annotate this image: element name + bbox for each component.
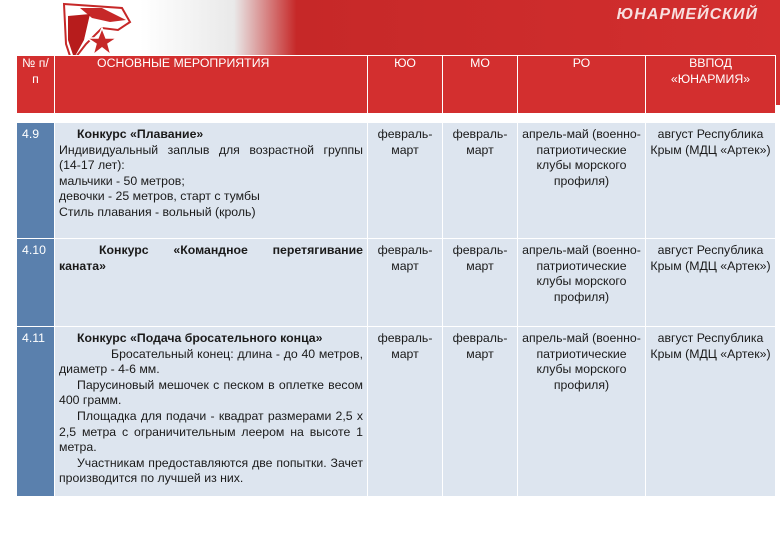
table-row xyxy=(17,239,776,327)
vvpod-period: август Республика Крым (МДЦ «Артек») xyxy=(646,123,776,239)
ro-period: апрель-май (военно-патриотические клубы морского профиля) xyxy=(518,327,646,497)
event-line: Стиль плавания - вольный (кроль) xyxy=(59,204,256,219)
row-number: 4.9 xyxy=(17,123,55,239)
event-title: Конкурс «Подача бросательного конца» xyxy=(77,331,323,345)
event-line: мальчики - 50 метров; xyxy=(59,173,185,188)
vvpod-period: август Республика Крым (МДЦ «Артек») xyxy=(646,327,776,497)
event-line: Площадка для подачи - квадрат размерами 2,5 х 2,5 метра с ограничительным леером на высоте 1 метра. xyxy=(59,408,363,455)
header-uo: ЮО xyxy=(368,56,443,114)
event-description xyxy=(55,123,368,239)
event-line: Бросательный конец: длина - до 40 метров, диаметр - 4-6 мм. xyxy=(59,346,363,377)
event-description xyxy=(55,239,368,327)
event-line: Индивидуальный заплыв для возрастной группы (14-17 лет): xyxy=(59,142,363,173)
uo-period: февраль-март xyxy=(368,123,443,239)
table-row xyxy=(17,123,776,239)
mo-period: февраль-март xyxy=(443,327,518,497)
header-ro: РО xyxy=(518,56,646,114)
events-table xyxy=(16,55,776,497)
row-number: 4.10 xyxy=(17,239,55,327)
event-title: Конкурс «Командное перетягивание каната» xyxy=(59,243,363,273)
ro-period: апрель-май (военно-патриотические клубы морского профиля) xyxy=(518,239,646,327)
brand-title: ЮНАРМЕЙСКИЙ xyxy=(616,6,758,23)
uo-period: февраль-март xyxy=(368,239,443,327)
ro-period: апрель-май (военно-патриотические клубы морского профиля) xyxy=(518,123,646,239)
table-header-row xyxy=(17,56,776,114)
row-number: 4.11 xyxy=(17,327,55,497)
table-row xyxy=(17,327,776,497)
mo-period: февраль-март xyxy=(443,123,518,239)
event-line: Парусиновый мешочек с песком в оплетке весом 400 грамм. xyxy=(59,377,363,408)
header-vvpod: ВВПОД «ЮНАРМИЯ» xyxy=(646,56,776,114)
header-events: ОСНОВНЫЕ МЕРОПРИЯТИЯ xyxy=(55,56,368,114)
header-mo: МО xyxy=(443,56,518,114)
mo-period: февраль-март xyxy=(443,239,518,327)
event-description xyxy=(55,327,368,497)
header-num: № п/п xyxy=(17,56,55,114)
vvpod-period: август Республика Крым (МДЦ «Артек») xyxy=(646,239,776,327)
event-line: Участникам предоставляются две попытки. Зачет производится по лучшей из них. xyxy=(59,455,363,486)
event-title: Конкурс «Плавание» xyxy=(77,127,204,141)
event-line: девочки - 25 метров, старт с тумбы xyxy=(59,189,260,204)
uo-period: февраль-март xyxy=(368,327,443,497)
